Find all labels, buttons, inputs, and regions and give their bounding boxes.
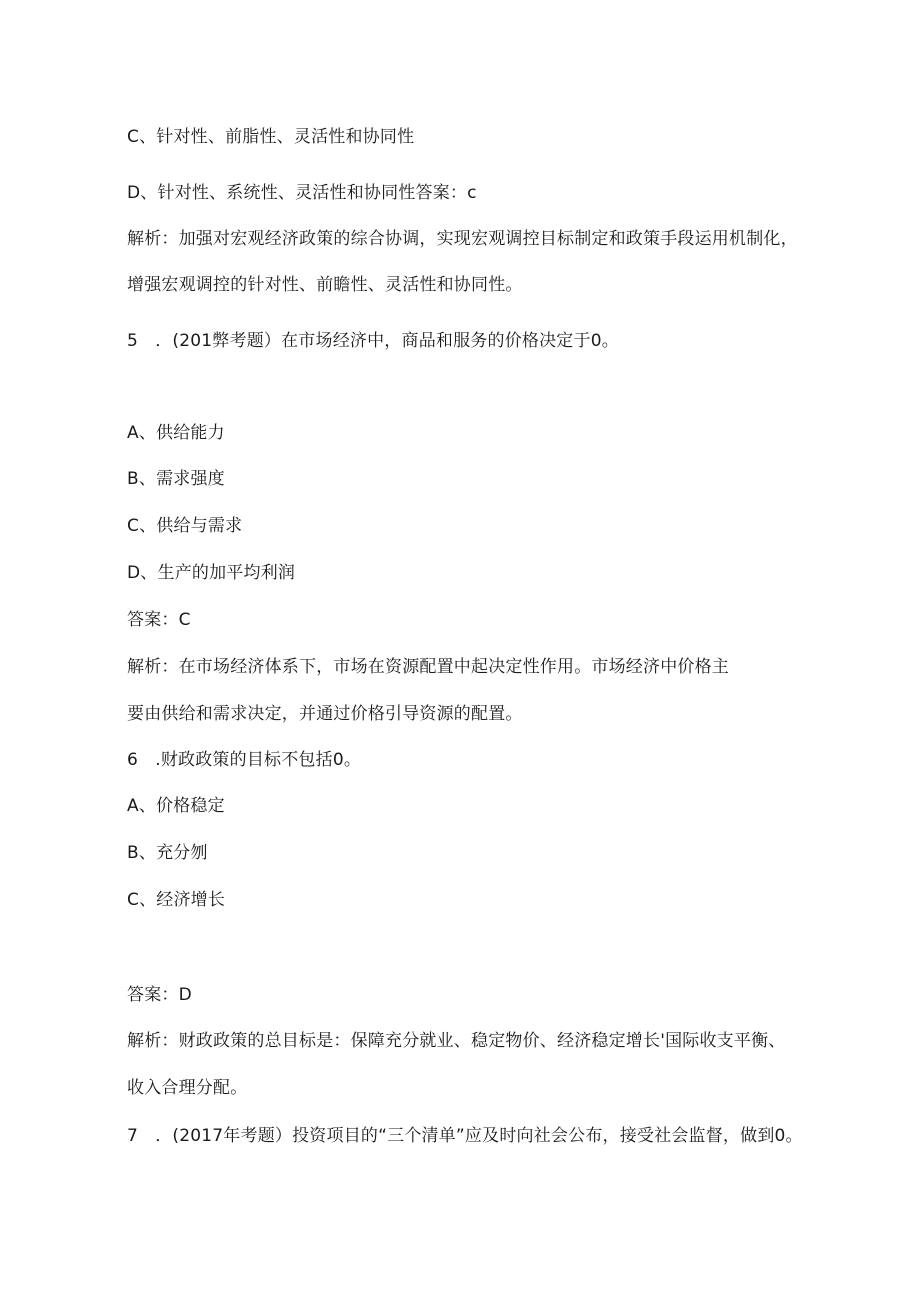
- explanation-q5-line2: 要由供给和需求决定，并通过价格引导资源的配置。: [127, 704, 523, 724]
- question-7: 7 ．(2017年考题）投资项目的“三个清单”应及时向社会公布，接受社会监督，做到0。: [127, 1126, 803, 1146]
- option-c-q6: C、经济增长: [127, 890, 226, 910]
- answer-q6: 答案：D: [127, 985, 192, 1005]
- option-c-q4: C、针对性、前脂性、灵活性和协同性: [127, 127, 415, 147]
- option-d-answer-q4: D、针对性、系统性、灵活性和协同性答案：c: [127, 183, 477, 203]
- question-5: 5 ．(201弊考题）在市场经济中，商品和服务的价格决定于0。: [127, 331, 619, 351]
- explanation-q4-line1: 解析：加强对宏观经济政策的综合协调，实现宏观调控目标制定和政策手段运用机制化，: [127, 229, 798, 249]
- explanation-q6-line2: 收入合理分配。: [127, 1078, 248, 1098]
- question-6: 6 .财政政策的目标不包括0。: [127, 750, 362, 770]
- option-a-q5: A、供给能力: [127, 423, 225, 443]
- explanation-q5-line1: 解析：在市场经济体系下，市场在资源配置中起决定性作用。市场经济中价格主: [127, 657, 729, 677]
- explanation-q4-line2: 增强宏观调控的针对性、前瞻性、灵活性和协同性。: [127, 275, 523, 295]
- explanation-q6-line1: 解析：财政政策的总目标是：保障充分就业、稳定物价、经济稳定增长'国际收支平衡、: [127, 1031, 786, 1051]
- option-c-q5: C、供给与需求: [127, 516, 243, 536]
- option-d-q5: D、生产的加平均利润: [127, 563, 296, 583]
- option-b-q6: B、充分刎: [127, 843, 208, 863]
- answer-q5: 答案：C: [127, 610, 191, 630]
- option-a-q6: A、价格稳定: [127, 796, 225, 816]
- option-b-q5: B、需求强度: [127, 469, 225, 489]
